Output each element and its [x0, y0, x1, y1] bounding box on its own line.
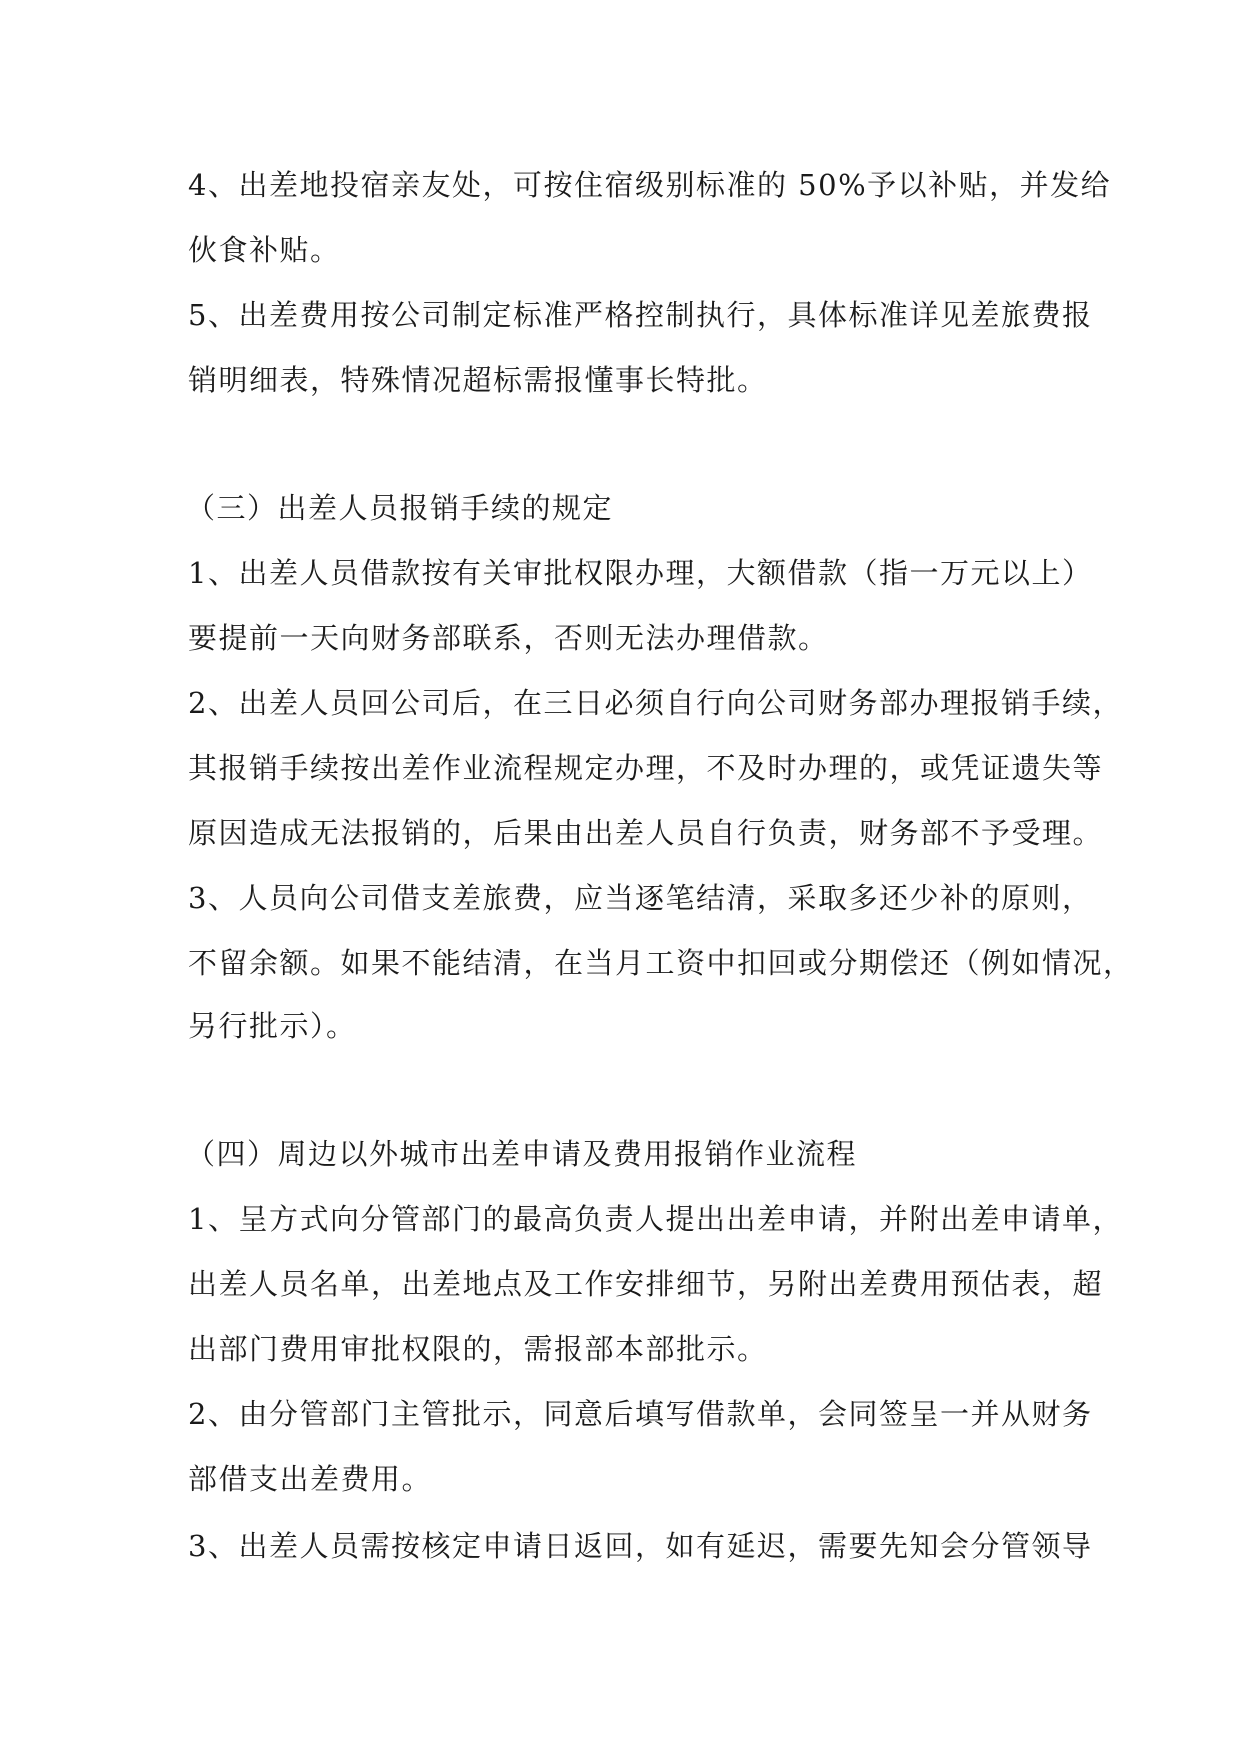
text-line: 2、由分管部门主管批示，同意后填写借款单，会同签呈一并从财务 [188, 1397, 1093, 1431]
text-line: 原因造成无法报销的，后果由出差人员自行负责，财务部不予受理。 [188, 816, 1104, 850]
text-line: 5、出差费用按公司制定标准严格控制执行，具体标准详见差旅费报 [188, 298, 1093, 332]
text-line: 3、出差人员需按核定申请日返回，如有延迟，需要先知会分管领导 [188, 1529, 1093, 1563]
text-line: 1、呈方式向分管部门的最高负责人提出出差申请，并附出差申请单， [188, 1202, 1123, 1236]
text-line: 部借支出差费用。 [188, 1462, 433, 1496]
text-line: 伙食补贴。 [188, 233, 341, 267]
text-line: 另行批示）。 [188, 1009, 357, 1043]
text-line: 其报销手续按出差作业流程规定办理，不及时办理的，或凭证遗失等 [188, 751, 1104, 785]
text-line: 4、出差地投宿亲友处，可按住宿级别标准的 50%予以补贴，并发给 [188, 168, 1112, 202]
text-line: 出差人员名单，出差地点及工作安排细节，另附出差费用预估表，超 [188, 1267, 1104, 1301]
text-line: 销明细表，特殊情况超标需报懂事长特批。 [188, 363, 768, 397]
text-line: 不留余额。如果不能结清，在当月工资中扣回或分期偿还（例如情况， [188, 946, 1134, 980]
text-line: 出部门费用审批权限的，需报部本部批示。 [188, 1332, 768, 1366]
text-line: 要提前一天向财务部联系，否则无法办理借款。 [188, 621, 829, 655]
section-heading-three: （三）出差人员报销手续的规定 [186, 491, 614, 525]
text-line: 2、出差人员回公司后，在三日必须自行向公司财务部办理报销手续， [188, 686, 1123, 720]
text-line: 3、人员向公司借支差旅费，应当逐笔结清，采取多还少补的原则， [188, 881, 1093, 915]
text-line: 1、出差人员借款按有关审批权限办理，大额借款（指一万元以上） [188, 556, 1093, 590]
section-heading-four: （四）周边以外城市出差申请及费用报销作业流程 [186, 1137, 858, 1171]
